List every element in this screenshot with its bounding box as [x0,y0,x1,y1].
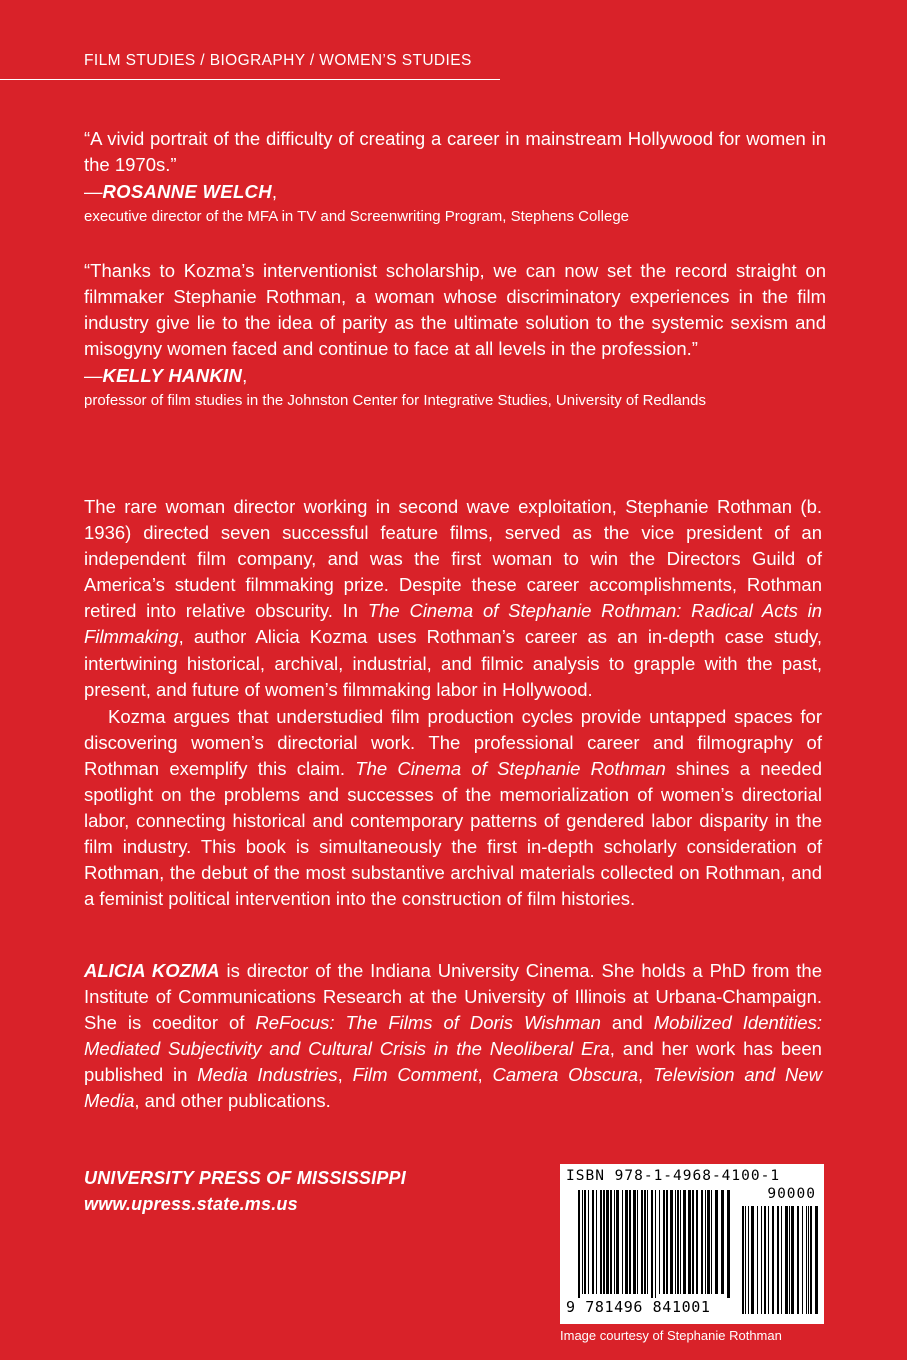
barcode-bar [641,1190,643,1294]
barcode-bar [625,1190,628,1294]
barcode-bar [588,1190,589,1294]
text-run: and [600,1012,654,1034]
barcode-bar [785,1206,788,1314]
barcode-bar [582,1190,583,1294]
barcode-bar [742,1206,744,1314]
barcode-bar [810,1206,812,1314]
barcode-bar [655,1190,656,1298]
barcode-bar [806,1206,807,1314]
barcode-bar [610,1190,612,1294]
barcode-bar [696,1190,698,1294]
barcode-bar [584,1190,586,1294]
barcode-bar [802,1206,803,1314]
quote-text: “Thanks to Kozma’s interventionist scholarship, we can now set the record straight on filmmaker Stephanie Rothman, a woman whose discriminatory experiences in the film industry give lie to the idea of parity as the ultimate solution to the systemic sexism and misogyny women faced and continue to face at all levels in the profession.” [84,260,826,359]
barcode-bar [701,1190,703,1294]
barcode-bar [692,1190,694,1294]
publication-title: Media Industries [197,1064,338,1086]
barcode-bar [680,1190,681,1294]
quote-comma: , [242,365,248,386]
publisher-block [84,1165,406,1217]
quote-attribution [84,179,826,205]
barcode-bar [745,1206,746,1314]
book-title: The Cinema of Stephanie Rothman: Radical Acts in Filmmaking [84,600,823,648]
barcode-bar [644,1190,646,1294]
barcode-bar [647,1190,648,1294]
barcode-bar [721,1190,724,1294]
barcode-bar [683,1190,686,1294]
quote-author: ROSANNE WELCH [102,181,272,202]
barcode-bar [670,1190,673,1294]
barcode-bar [675,1190,676,1294]
barcode-bar [711,1190,712,1294]
barcode-bar [606,1190,609,1294]
barcode-bar [808,1206,809,1314]
text-run: The rare woman director working in second wave exploitation, Stephanie Rothman (b. 1936) directed seven successful feature films, served as the vice president of an independent film company, and was the first woman to win the Directors Guild of America’s student filmmaking prize. Despite these career accomplishments, Rothman retired into relative obscurity. In [84,496,822,622]
barcode-bar [651,1190,653,1298]
barcode-bar [781,1206,782,1314]
barcode-bar [748,1206,749,1314]
barcode-bar [592,1190,594,1294]
barcode-bar [772,1206,774,1314]
barcode-bar [614,1190,615,1294]
barcode-bar [757,1206,758,1314]
quote-dash: — [84,365,103,386]
text-run: , [337,1064,353,1086]
barcode-bar [666,1190,668,1294]
barcode-bar [659,1190,660,1294]
barcode-bar [797,1206,799,1314]
text-run: , [477,1064,493,1086]
barcode-bar [663,1190,665,1294]
barcode-bar [688,1190,691,1294]
text-run: , author Alicia Kozma uses Rothman’s career as an in-depth case study, intertwining historical, archival, industrial, and filmic analysis to grapple with the past, present, and future of women’s filmmaking labor in Hollywood. [84,626,822,700]
barcode-bar [600,1190,602,1294]
quote-attribution [84,363,826,389]
barcode-bar [751,1206,754,1314]
price-addon: 90000 [767,1186,816,1202]
description-paragraph [84,704,822,913]
barcode-digits: 9 781496 841001 [566,1298,711,1316]
book-description [84,494,822,913]
publisher-name: UNIVERSITY PRESS OF MISSISSIPPI [84,1168,406,1188]
blurb-quote [84,258,826,412]
text-run: is director of the Indiana University Cinema. She holds a PhD from the Institute of Communications Research at the University of Illinois at Urbana-Champaign. She is coeditor of [84,960,822,1034]
barcode-bar [603,1190,605,1294]
barcode-bar [596,1190,597,1294]
quote-affiliation: executive director of the MFA in TV and Screenwriting Program, Stephens College [84,208,630,225]
category-label: FILM STUDIES / BIOGRAPHY / WOMEN’S STUDIES [84,52,472,69]
barcode-bar [727,1190,730,1298]
blurb-quote [84,126,826,228]
book-title: The Cinema of Stephanie Rothman [355,757,666,779]
text-run: , [638,1064,653,1086]
barcode-bar [633,1190,636,1294]
barcode-bar [789,1206,790,1314]
author-bio [84,958,822,1115]
text-run: shines a needed spotlight on the problems and successes of the memorialization of women’s directorial labor, connecting historical and contemporary patterns of gendered labor disparity in the film industry. This book is simultaneously the first in-depth scholarly consideration of Rothman, the debut of the most substantive archival materials collected on Rothman, and a feminist political intervention into the construction of film histories. [84,757,822,910]
barcode-bar [707,1190,710,1294]
quote-dash: — [84,181,103,202]
barcode-bar [616,1190,619,1294]
quote-comma: , [271,181,278,202]
barcode-bar [768,1206,769,1314]
text-run: , and her work has been published in [84,1038,822,1086]
publication-title: ReFocus: The Films of Doris Wishman [255,1012,601,1034]
isbn-text: ISBN 978-1-4968-4100-1 [566,1168,781,1184]
barcode-bar [761,1206,762,1314]
barcode-bar [622,1190,623,1294]
quote-affiliation: professor of film studies in the Johnston Center for Integrative Studies, University of Redlands [84,392,706,409]
barcode-bar [677,1190,679,1294]
description-paragraph [84,494,822,703]
barcode-bar [705,1190,706,1294]
quote-text: “A vivid portrait of the difficulty of creating a career in mainstream Hollywood for women in the 1970s.” [84,128,826,175]
category-divider [0,79,500,80]
barcode-bar [715,1190,718,1294]
text-run: , and other publications. [134,1090,331,1112]
text-run: Kozma argues that understudied film production cycles provide untapped spaces for discovering women’s directorial work. The professional career and filmography of Rothman exemplify this claim. [84,705,822,779]
publisher-url[interactable]: www.upress.state.ms.us [84,1194,298,1214]
barcode-bar [764,1206,766,1314]
publication-title: Mobilized Identities: Mediated Subjectivity and Cultural Crisis in the Neoliberal Era [84,1012,822,1060]
barcode-bar [629,1190,631,1294]
isbn-barcode [560,1164,824,1324]
author-name: ALICIA KOZMA [84,960,220,981]
barcode-bar [815,1206,818,1314]
barcode-bar [777,1206,779,1314]
publication-title: Television and New Media [84,1064,823,1112]
publication-title: Film Comment [352,1064,478,1086]
barcode-bar [637,1190,638,1294]
quote-author: KELLY HANKIN [102,365,243,386]
barcode-bar [791,1206,794,1314]
image-credit: Image courtesy of Stephanie Rothman [560,1328,782,1343]
publication-title: Camera Obscura [492,1064,638,1086]
barcode-bar [578,1190,580,1298]
